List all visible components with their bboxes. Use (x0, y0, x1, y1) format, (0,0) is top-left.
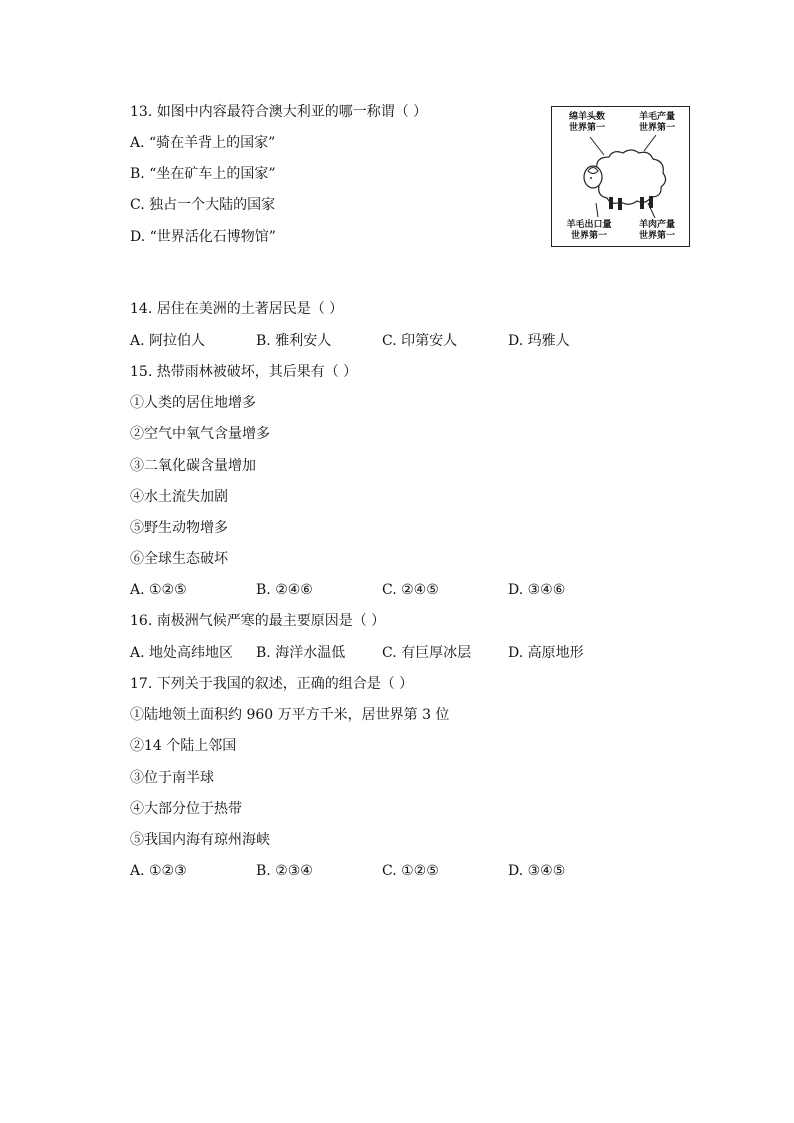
question-14-option-c: C. 印第安人 (382, 333, 458, 349)
question-13-stem: 13. 如图中内容最符合澳大利亚的哪一称谓（ ） (130, 104, 428, 120)
question-17-option-c: C. ①②⑤ (382, 863, 439, 879)
question-13-option-a: A. “骑在羊背上的国家” (130, 135, 276, 151)
question-17-item-4: ④大部分位于热带 (130, 801, 242, 817)
question-14-option-a: A. 阿拉伯人 (130, 333, 206, 349)
question-16-stem: 16. 南极洲气候严寒的最主要原因是（ ） (130, 613, 386, 629)
question-17-stem: 17. 下列关于我国的叙述，正确的组合是（ ） (130, 676, 414, 692)
question-17-item-2: ②14 个陆上邻国 (130, 738, 237, 754)
question-15-stem: 15. 热带雨林被破坏，其后果有（ ） (130, 364, 358, 380)
question-16-option-c: C. 有巨厚冰层 (382, 645, 472, 661)
question-15-option-a: A. ①②⑤ (130, 582, 187, 598)
question-15-item-6: ⑥全球生态破坏 (130, 551, 228, 567)
question-17-option-d: D. ③④⑤ (508, 863, 566, 879)
question-13-option-b: B. “坐在矿车上的国家” (130, 166, 276, 182)
question-16-option-a: A. 地处高纬地区 (130, 645, 234, 661)
question-15-option-b: B. ②④⑥ (256, 582, 313, 598)
question-17-item-3: ③位于南半球 (130, 770, 214, 786)
question-14-stem: 14. 居住在美洲的土著居民是（ ） (130, 301, 344, 317)
question-15-item-4: ④水土流失加剧 (130, 489, 228, 505)
question-17-item-1: ①陆地领土面积约 960 万平方千米，居世界第 3 位 (130, 707, 450, 723)
question-17-item-5: ⑤我国内海有琼州海峡 (130, 832, 270, 848)
question-13-option-c: C. 独占一个大陆的国家 (130, 197, 276, 213)
question-16-option-b: B. 海洋水温低 (256, 645, 346, 661)
figure-label-bottom-right: 羊肉产量 世界第一 (638, 220, 675, 241)
question-13-option-d: D. “世界活化石博物馆” (130, 229, 276, 245)
figure-label-top-right: 羊毛产量 世界第一 (638, 112, 675, 133)
question-15-option-d: D. ③④⑥ (508, 582, 566, 598)
figure-label-top-left: 绵羊头数 世界第一 (568, 112, 605, 133)
question-15-item-1: ①人类的居住地增多 (130, 395, 256, 411)
question-16-option-d: D. 高原地形 (508, 645, 584, 661)
question-17-option-a: A. ①②③ (130, 863, 187, 879)
question-14-option-b: B. 雅利安人 (256, 333, 332, 349)
question-15-item-5: ⑤野生动物增多 (130, 520, 228, 536)
question-14-option-d: D. 玛雅人 (508, 333, 570, 349)
question-17-option-b: B. ②③④ (256, 863, 313, 879)
question-15-item-2: ②空气中氧气含量增多 (130, 426, 270, 442)
figure-label-bottom-left: 羊毛出口量 世界第一 (566, 220, 612, 241)
question-15-option-c: C. ②④⑤ (382, 582, 439, 598)
question-15-item-3: ③二氧化碳含量增加 (130, 458, 256, 474)
sheep-figure (551, 106, 690, 247)
